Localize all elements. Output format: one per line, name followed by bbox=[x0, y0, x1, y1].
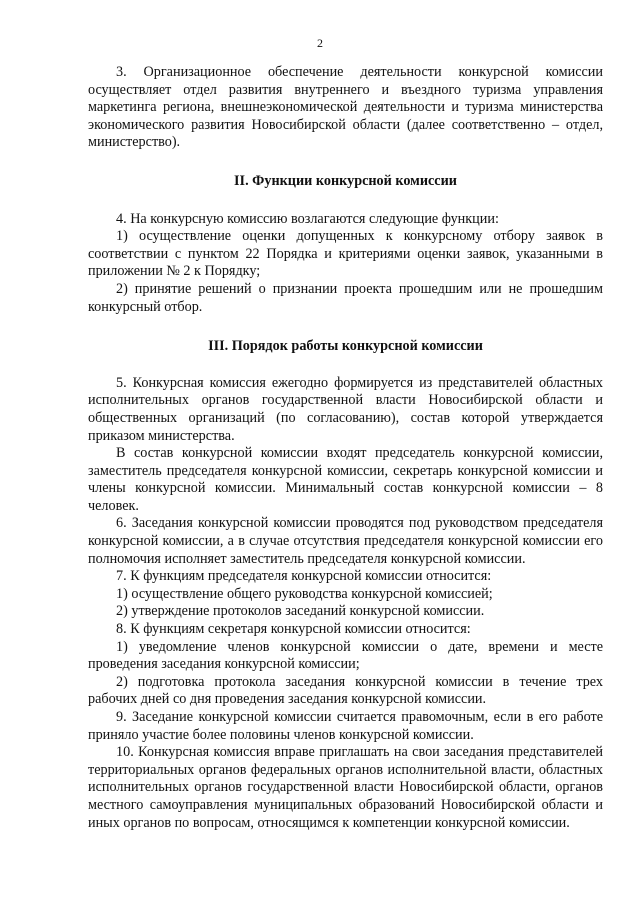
paragraph-4-item-1: 1) осуществление оценки допущенных к конкурсному отбору заявок в соответствии с пунктом 22 Порядка и критериями оценки заявок, указанными в приложении № 2 к Порядку; bbox=[88, 228, 603, 280]
document-body bbox=[88, 64, 603, 832]
paragraph-8-item-1: 1) уведомление членов конкурсной комиссии о дате, времени и месте проведения заседания конкурсной комиссии; bbox=[88, 638, 603, 673]
paragraph-5: 5. Конкурсная комиссия ежегодно формируется из представителей областных исполнительных органов государственной власти Новосибирской области и общественных организаций (по согласованию), состав которой утверждается приказом министерства. bbox=[88, 374, 603, 444]
paragraph-5-composition: В состав конкурсной комиссии входят председатель конкурсной комиссии, заместитель председателя конкурсной комиссии, секретарь конкурсной комиссии и члены конкурсной комиссии. Минимальный состав конкурсной комиссии – 8 человек. bbox=[88, 445, 603, 514]
paragraph-10: 10. Конкурсная комиссия вправе приглашать на свои заседания представителей территориальных органов федеральных органов исполнительной власти, областных исполнительных органов государственной власти Новосибирской области, органов местного самоуправления муниципальных образований Новосибирской области и иных органов по вопросам, относящимся к компетенции конкурсной комиссии. bbox=[88, 744, 603, 831]
paragraph-7-item-2: 2) утверждение протоколов заседаний конкурсной комиссии. bbox=[116, 603, 485, 620]
paragraph-4: 4. На конкурсную комиссию возлагаются следующие функции: bbox=[116, 210, 499, 227]
paragraph-3: 3. Организационное обеспечение деятельности конкурсной комиссии осуществляет отдел развития внутреннего и въездного туризма управления маркетинга региона, внешнеэкономической деятельности и туризма министерства экономического развития Новосибирской области (далее соответственно – отдел, министерство). bbox=[88, 64, 603, 151]
paragraph-9: 9. Заседание конкурсной комиссии считается правомочным, если в его работе приняло участие более половины членов конкурсной комиссии. bbox=[88, 709, 603, 743]
paragraph-8: 8. К функциям секретаря конкурсной комиссии относится: bbox=[116, 621, 471, 638]
page-number: 2 bbox=[317, 36, 323, 50]
paragraph-8-item-2: 2) подготовка протокола заседания конкурсной комиссии в течение трех рабочих дней со дня проведения заседания конкурсной комиссии. bbox=[88, 673, 603, 708]
section-heading-procedure: III. Порядок работы конкурсной комиссии bbox=[208, 338, 483, 355]
paragraph-6: 6. Заседания конкурсной комиссии проводятся под руководством председателя конкурсной комиссии, а в случае отсутствия председателя конкурсной комиссии его полномочия исполняет заместитель председателя конкурсной комиссии. bbox=[88, 515, 603, 567]
paragraph-4-item-2: 2) принятие решений о признании проекта прошедшим или не прошедшим конкурсный отбор. bbox=[88, 280, 603, 315]
paragraph-7-item-1: 1) осуществление общего руководства конкурсной комиссией; bbox=[116, 585, 493, 602]
section-heading-functions: II. Функции конкурсной комиссии bbox=[234, 172, 457, 189]
paragraph-7: 7. К функциям председателя конкурсной комиссии относится: bbox=[116, 568, 492, 585]
